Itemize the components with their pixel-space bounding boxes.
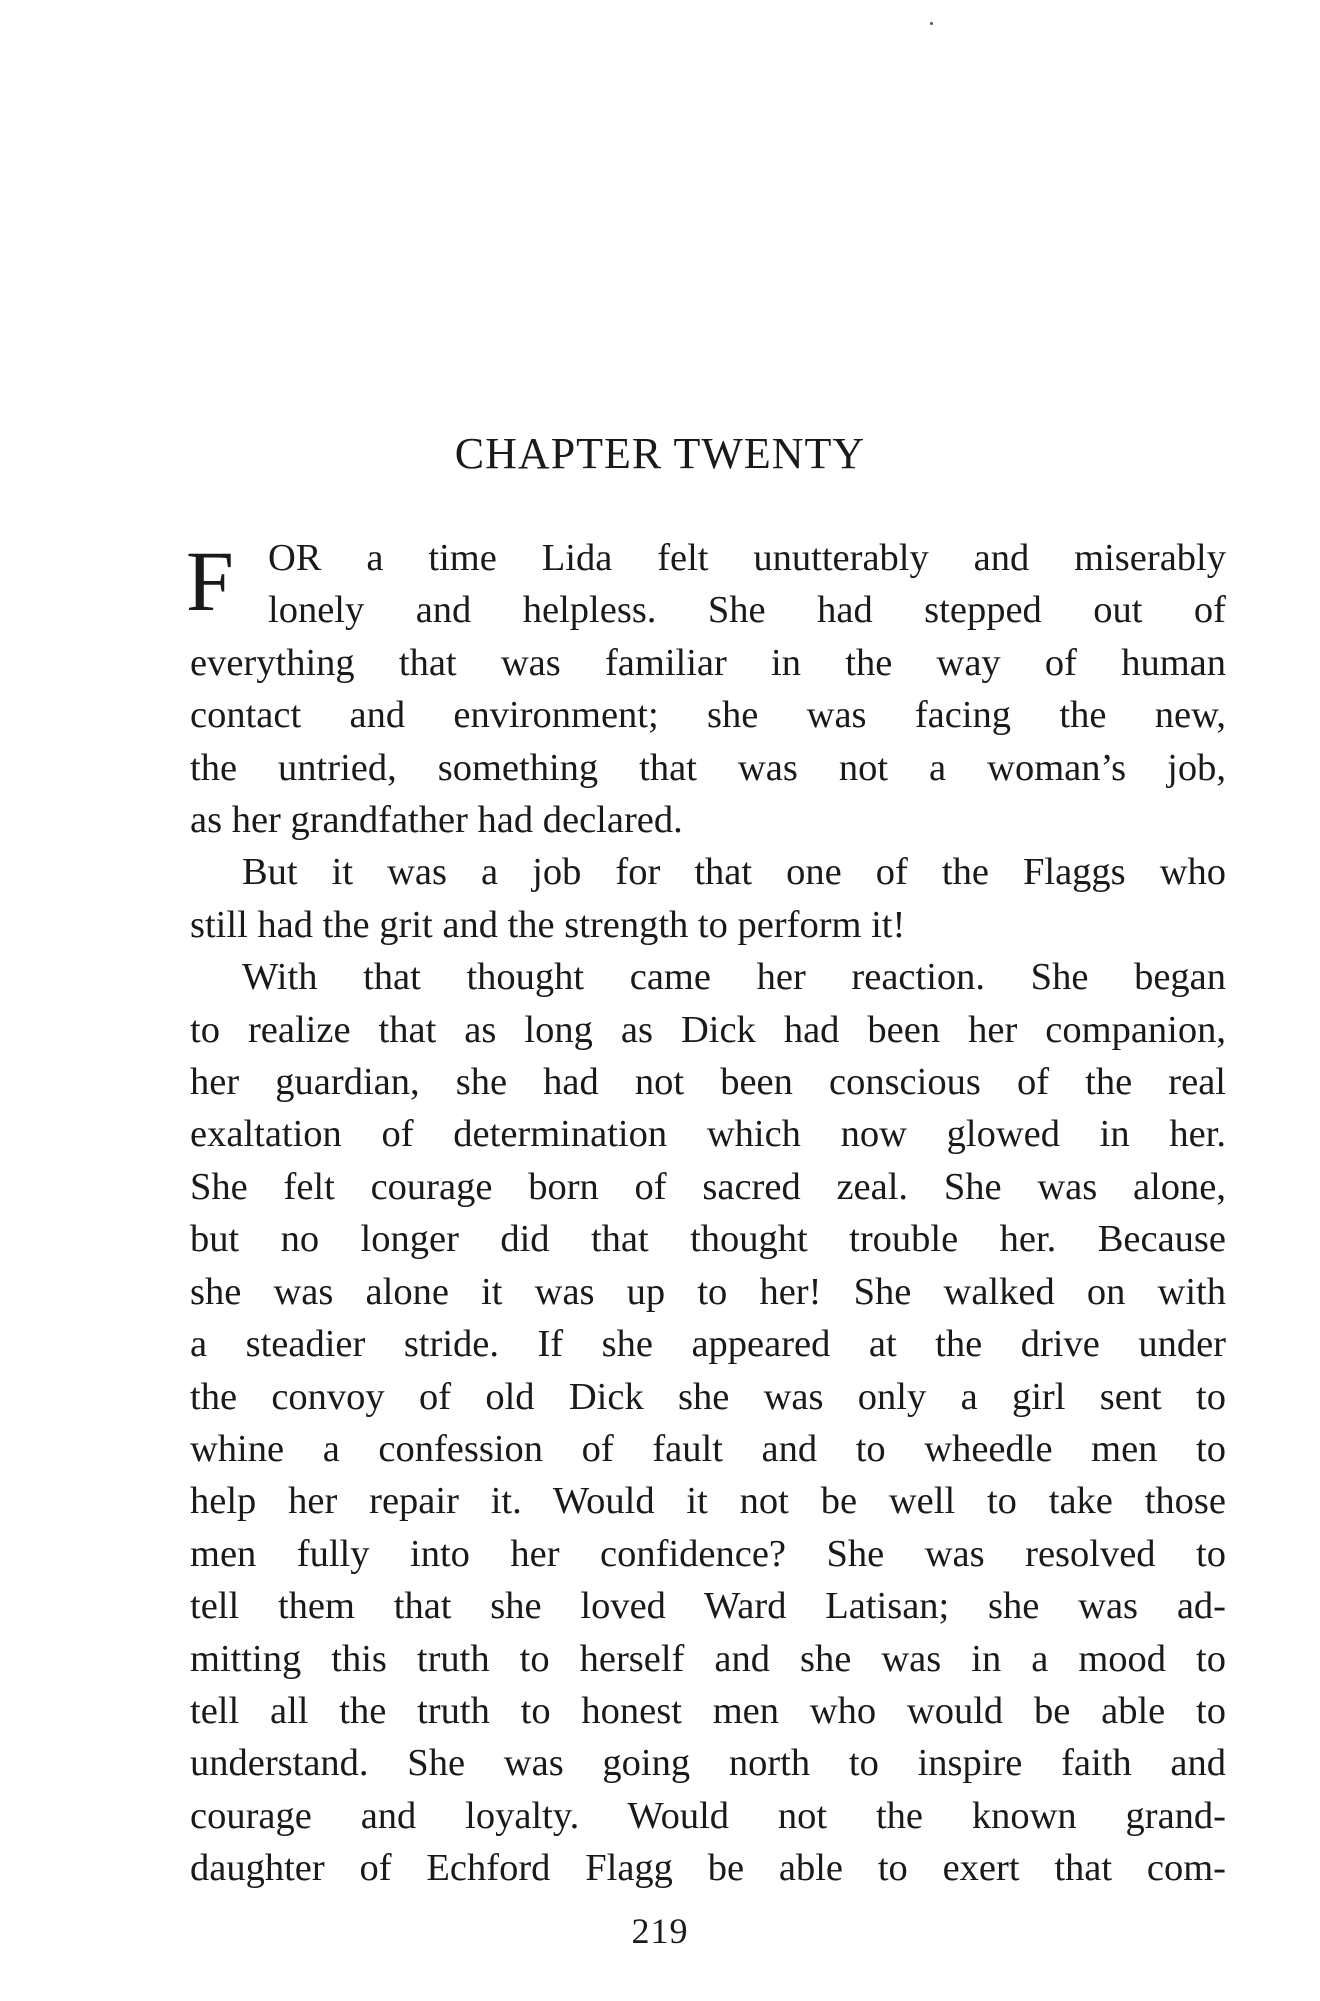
- text-line: but no longer did that thought trouble her. Because: [190, 1218, 1226, 1261]
- text-line: lonely and helpless. She had stepped out of: [268, 589, 1226, 632]
- text-line: the convoy of old Dick she was only a girl sent to: [190, 1375, 1226, 1418]
- text-line: contact and environment; she was facing the new,: [190, 694, 1226, 737]
- text-line: still had the grit and the strength to perform it!: [190, 903, 906, 946]
- text-line: help her repair it. Would it not be well to take those: [190, 1480, 1226, 1523]
- text-line: everything that was familiar in the way of human: [190, 641, 1226, 684]
- text-line: tell all the truth to honest men who would be able to: [190, 1689, 1226, 1732]
- text-line: exaltation of determination which now glowed in her.: [190, 1113, 1226, 1156]
- chapter-body: [186, 532, 1226, 1895]
- text-line: With that thought came her reaction. She began: [242, 956, 1226, 999]
- text-line: courage and loyalty. Would not the known grand-: [190, 1794, 1226, 1837]
- text-line: as her grandfather had declared.: [190, 799, 683, 842]
- text-line: a steadier stride. If she appeared at the drive under: [190, 1323, 1226, 1366]
- text-line: whine a confession of fault and to wheedle men to: [190, 1427, 1226, 1470]
- text-line: she was alone it was up to her! She walked on with: [190, 1270, 1226, 1313]
- text-line: She felt courage born of sacred zeal. She was alone,: [190, 1165, 1226, 1208]
- text-line: understand. She was going north to inspire faith and: [190, 1742, 1226, 1785]
- text-line: men fully into her confidence? She was resolved to: [190, 1532, 1226, 1575]
- text-line: OR a time Lida felt unutterably and miserably: [268, 537, 1226, 579]
- print-speck: [930, 22, 933, 25]
- text-line: But it was a job for that one of the Flaggs who: [242, 851, 1226, 894]
- text-line: daughter of Echford Flagg be able to exert that com-: [190, 1847, 1226, 1890]
- text-line: her guardian, she had not been conscious of the real: [190, 1061, 1226, 1104]
- text-line: to realize that as long as Dick had been her companion,: [190, 1008, 1226, 1051]
- page-number: 219: [631, 1911, 689, 1951]
- drop-cap: F: [186, 533, 234, 629]
- text-line: tell them that she loved Ward Latisan; she was ad-: [190, 1585, 1226, 1628]
- text-line: the untried, something that was not a woman’s job,: [190, 746, 1226, 789]
- text-line: mitting this truth to herself and she was in a mood to: [190, 1637, 1226, 1680]
- chapter-heading: CHAPTER TWENTY: [454, 429, 866, 478]
